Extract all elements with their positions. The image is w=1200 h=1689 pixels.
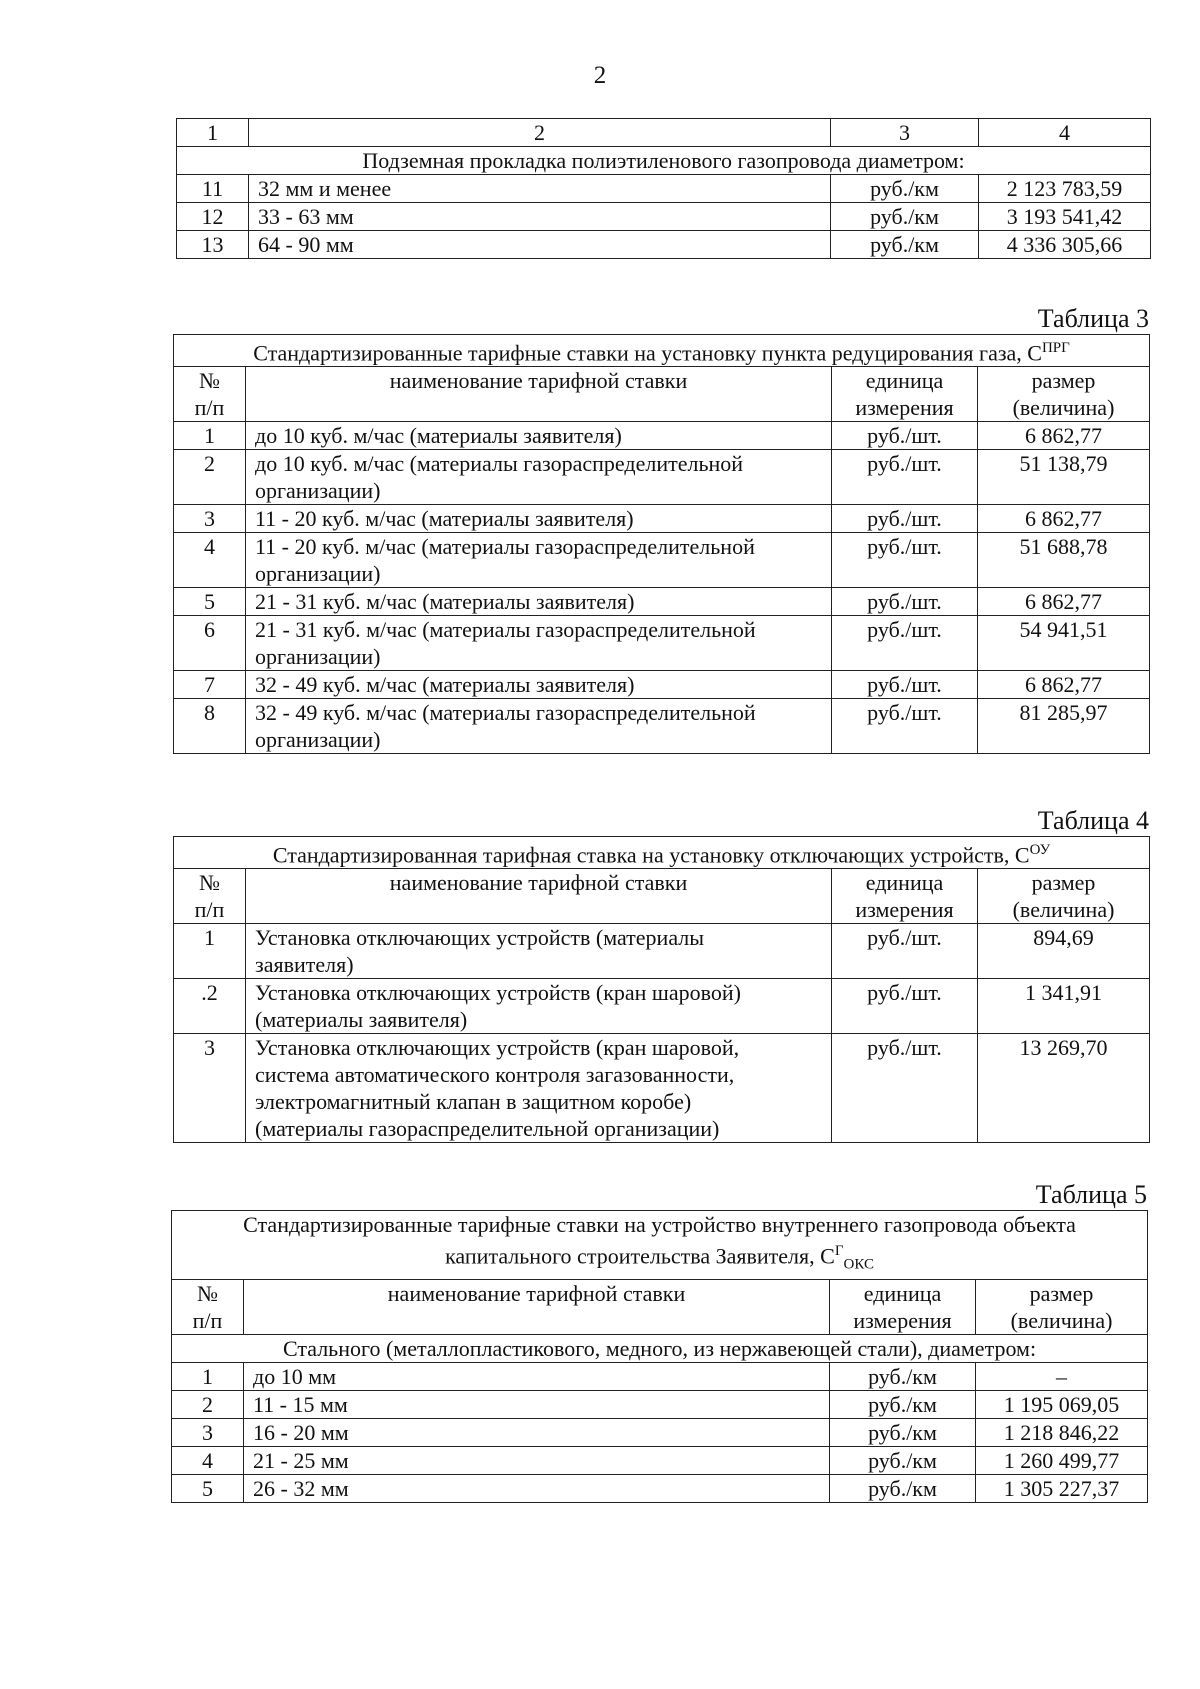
table-title [172,1211,1148,1280]
table-row [177,231,1151,259]
rate-name [246,505,832,533]
rate-name [246,450,832,505]
table-row [174,616,1150,671]
table-row [174,450,1150,505]
rate-name: 11 - 15 мм [244,1390,830,1418]
header-line: п/п [192,1307,223,1333]
rate-value: 81 285,97 [978,699,1150,754]
title-superscript: ОУ [1029,842,1051,858]
table-title [174,335,1150,367]
table-row [174,533,1150,588]
table-row [172,1474,1148,1502]
header-number [174,367,246,422]
header-line: (величина) [1010,1307,1113,1333]
table-2-continuation [176,118,1150,259]
unit: руб./шт. [832,588,978,616]
rate-name-line: до 10 куб. м/час (материалы газораспределительной [255,451,744,477]
row-number: 3 [172,1418,244,1446]
unit: руб./км [830,1446,976,1474]
rate-value: 6 862,77 [978,505,1150,533]
table-caption: Таблица 5 [1035,1180,1147,1209]
header-size [978,367,1150,422]
header-line: (величина) [1012,897,1115,923]
rate-name-line: заявителя) [255,952,354,978]
rate-value: 3 193 541,42 [979,203,1151,231]
rate-name-line: организации) [255,561,381,587]
title-subscript: ОКС [843,1256,874,1273]
header-size [976,1279,1148,1334]
unit: руб./шт. [832,924,978,979]
header-line: № [199,368,220,394]
rate-name-line: 11 - 20 куб. м/час (материалы заявителя) [255,506,634,532]
rate-value: 2 123 783,59 [979,175,1151,203]
table-row [174,924,1150,979]
column-number-row [177,119,1151,147]
table-5 [171,1180,1147,1503]
row-number: 5 [174,588,246,616]
unit: руб./км [830,1418,976,1446]
section-row [177,147,1151,175]
unit: руб./шт. [832,533,978,588]
rate-value: 13 269,70 [978,1034,1150,1143]
unit: руб./км [831,203,979,231]
rate-name-line: 21 - 31 куб. м/час (материалы заявителя) [255,589,635,615]
rate-value: 4 336 305,66 [979,231,1151,259]
rate-name: 21 - 25 мм [244,1446,830,1474]
unit: руб./шт. [832,505,978,533]
header-unit [830,1279,976,1334]
rate-name-line: 21 - 31 куб. м/час (материалы газораспределительной [255,617,756,643]
header-row [174,367,1150,422]
header-unit [832,367,978,422]
table-row [177,175,1151,203]
unit: руб./шт. [832,979,978,1034]
row-number: 5 [172,1474,244,1502]
title-superscript: Г [834,1243,844,1259]
header-number [172,1279,244,1334]
column-number: 3 [831,119,979,147]
rate-name-line: (материалы заявителя) [255,1007,468,1033]
header-line: измерения [855,897,954,923]
rate-name-line: система автоматического контроля загазованности, [255,1062,735,1088]
rate-value: – [976,1362,1148,1390]
header-row [174,869,1150,924]
unit: руб./шт. [832,422,978,450]
rate-value: 6 862,77 [978,671,1150,699]
row-number: 2 [174,450,246,505]
unit: руб./шт. [832,699,978,754]
table-row [172,1418,1148,1446]
rate-name: 16 - 20 мм [244,1418,830,1446]
rate-name-line: электромагнитный клапан в защитном коробе) [255,1089,692,1115]
rate-name: 32 мм и менее [249,175,831,203]
table-row [174,422,1150,450]
rate-value: 1 305 227,37 [976,1474,1148,1502]
table-title-row [172,1211,1148,1280]
table-title-line [178,1238,1141,1279]
table-title-text: капитального строительства Заявителя, С [445,1243,835,1269]
table-4 [173,806,1149,1143]
header-number [174,869,246,924]
header-line: единица [863,1280,942,1306]
header-name: наименование тарифной ставки [244,1279,830,1334]
rate-value: 51 138,79 [978,450,1150,505]
table-row [174,588,1150,616]
table-row [172,1362,1148,1390]
header-line: измерения [853,1307,952,1333]
table-title-row [174,837,1150,869]
rate-name-line: 11 - 20 куб. м/час (материалы газораспределительной [255,534,755,560]
section-row [172,1334,1148,1362]
table-3 [173,304,1149,754]
rate-name: 64 - 90 мм [249,231,831,259]
row-number: 4 [174,533,246,588]
header-line: размер [1031,870,1096,896]
table-row [174,1034,1150,1143]
rate-name [246,533,832,588]
table-title-row [174,335,1150,367]
table-title-line: Стандартизированные тарифные ставки на устройство внутреннего газопровода объекта [243,1212,1076,1237]
rate-name: до 10 мм [244,1362,830,1390]
table-row [172,1446,1148,1474]
row-number: 1 [172,1362,244,1390]
rate-name-line: организации) [255,727,381,753]
header-unit [832,869,978,924]
rate-name-line: Установка отключающих устройств (кран шаровой, [255,1035,740,1061]
rate-name: 26 - 32 мм [244,1474,830,1502]
unit: руб./шт. [832,671,978,699]
rate-name [246,924,832,979]
rate-name-line: организации) [255,644,381,670]
rate-name [246,671,832,699]
rate-name-line: 32 - 49 куб. м/час (материалы газораспределительной [255,700,756,726]
rate-value: 1 218 846,22 [976,1418,1148,1446]
section-title: Стального (металлопластикового, медного, из нержавеющей стали), диаметром: [172,1334,1148,1362]
rate-name [246,616,832,671]
row-number: 12 [177,203,249,231]
table-row [174,699,1150,754]
rate-name-line: Установка отключающих устройств (кран шаровой) [255,980,741,1006]
row-number: 6 [174,616,246,671]
unit: руб./км [830,1362,976,1390]
column-number: 2 [249,119,831,147]
row-number: 2 [172,1390,244,1418]
rate-name-line: до 10 куб. м/час (материалы заявителя) [255,423,622,449]
row-number: 13 [177,231,249,259]
unit: руб./км [830,1390,976,1418]
table-title-text: Стандартизированные тарифные ставки на установку пункта редуцирования газа, С [253,340,1042,366]
header-line: единица [865,368,944,394]
row-number: .2 [174,979,246,1034]
rate-value: 1 260 499,77 [976,1446,1148,1474]
unit: руб./км [831,175,979,203]
column-number: 4 [979,119,1151,147]
rate-value: 6 862,77 [978,588,1150,616]
rate-name [246,588,832,616]
rate-value: 1 341,91 [978,979,1150,1034]
rate-name [246,1034,832,1143]
rate-name [246,422,832,450]
rate-name: 33 - 63 мм [249,203,831,231]
header-line: (величина) [1012,395,1115,421]
table-caption: Таблица 3 [1037,304,1149,333]
header-name: наименование тарифной ставки [246,367,832,422]
row-number: 1 [174,924,246,979]
table-title [174,837,1150,869]
header-line: размер [1031,368,1096,394]
rate-name-line: Установка отключающих устройств (материалы [255,925,705,951]
rate-value: 894,69 [978,924,1150,979]
header-row [172,1279,1148,1334]
row-number: 3 [174,1034,246,1143]
unit: руб./шт. [832,616,978,671]
table-row [174,505,1150,533]
row-number: 7 [174,671,246,699]
header-line: измерения [855,395,954,421]
row-number: 1 [174,422,246,450]
table-row [177,203,1151,231]
header-name: наименование тарифной ставки [246,869,832,924]
unit: руб./шт. [832,450,978,505]
table-row [174,979,1150,1034]
rate-value: 51 688,78 [978,533,1150,588]
section-title: Подземная прокладка полиэтиленового газопровода диаметром: [177,147,1151,175]
row-number: 8 [174,699,246,754]
title-superscript: ПРГ [1041,340,1070,356]
unit: руб./км [830,1474,976,1502]
rate-name [246,979,832,1034]
column-number: 1 [177,119,249,147]
row-number: 4 [172,1446,244,1474]
header-line: № [199,870,220,896]
rate-name-line: организации) [255,478,381,504]
rate-value: 6 862,77 [978,422,1150,450]
unit: руб./км [831,231,979,259]
rate-name [246,699,832,754]
rate-name-line: 32 - 49 куб. м/час (материалы заявителя) [255,672,635,698]
unit: руб./шт. [832,1034,978,1143]
rate-value: 1 195 069,05 [976,1390,1148,1418]
table-row [172,1390,1148,1418]
table-caption: Таблица 4 [1037,806,1149,835]
header-line: п/п [194,897,225,923]
page-number: 2 [593,62,607,89]
row-number: 3 [174,505,246,533]
table-title-text: Стандартизированная тарифная ставка на установку отключающих устройств, С [272,842,1030,868]
header-line: п/п [194,395,225,421]
header-size [978,869,1150,924]
table-row [174,671,1150,699]
rate-name-line: (материалы газораспределительной организации) [255,1116,720,1142]
header-line: № [197,1280,218,1306]
row-number: 11 [177,175,249,203]
header-line: единица [865,870,944,896]
rate-value: 54 941,51 [978,616,1150,671]
header-line: размер [1029,1280,1094,1306]
